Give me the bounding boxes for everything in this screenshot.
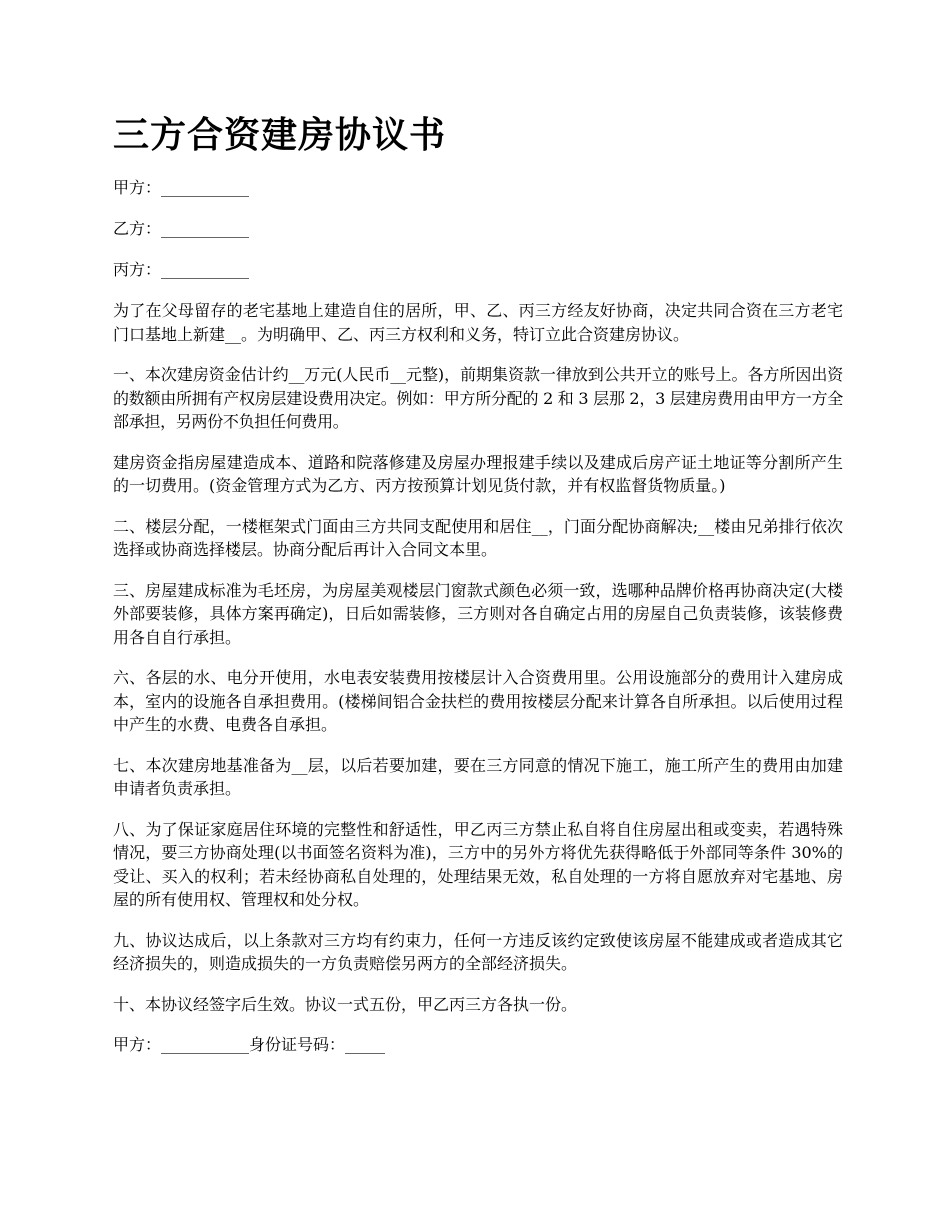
document-page [113, 108, 843, 1074]
party-b-line: 乙方：___________ [113, 219, 250, 238]
clause-3-construction-standard: 三、房屋建成标准为毛坯房，为房屋美观楼层门窗款式颜色必须一致，选哪种品牌价格再协商决定(大楼外部要装修，具体方案再确定)，日后如需装修，三方则对各自确定占用的房屋自己负责装修，该装修费用各自自行承担。 [113, 580, 843, 647]
party-c-line: 丙方：___________ [113, 260, 250, 279]
clause-6-utilities: 六、各层的水、电分开使用，水电表安装费用按楼层计入合资费用里。公用设施部分的费用计入建房成本，室内的设施各自承担费用。(楼梯间铝合金扶栏的费用按楼层分配来计算各自所承担。以后使用过程中产生的水费、电费各自承担。 [113, 668, 843, 734]
clause-9-liability: 九、协议达成后，以上条款对三方均有约束力，任何一方违反该约定致使该房屋不能建成或者造成其它经济损失的，则造成损失的一方负责赔偿另两方的全部经济损失。 [113, 930, 843, 973]
clause-10-effectiveness: 十、本协议经签字后生效。协议一式五份，甲乙丙三方各执一份。 [113, 994, 578, 1014]
clause-1-funding: 一、本次建房资金估计约__万元(人民币__元整)，前期集资款一律放到公共开立的账号上。各方所因出资的数额由所拥有产权房层建设费用决定。例如：甲方所分配的 2 和 3 层那 2，3 层建房费用由甲方一方全部承担，另两份不负担任何费用。 [113, 365, 843, 431]
party-a-line: 甲方：___________ [113, 178, 250, 197]
clause-8-transfer-restriction: 八、为了保证家庭居住环境的完整性和舒适性，甲乙丙三方禁止私自将自住房屋出租或变卖，若遇特殊情况，要三方协商处理(以书面签名资料为准)，三方中的另外方将优先获得略低于外部同等条件 30%的受让、买入的权利；若未经协商私自处理的，处理结果无效，私自处理的一方将自愿放弃对宅基地、房屋的所有使用权、管理权和处分权。 [113, 819, 843, 909]
document-title: 三方合资建房协议书 [113, 114, 447, 156]
clause-2-floor-allocation: 二、楼层分配，一楼框架式门面由三方共同支配使用和居住__，门面分配协商解决;__楼由兄弟排行依次选择或协商选择楼层。协商分配后再计入合同文本里。 [113, 516, 843, 559]
intro-paragraph: 为了在父母留存的老宅基地上建造自住的居所，甲、乙、丙三方经友好协商，决定共同合资在三方老宅门口基地上新建__。为明确甲、乙、丙三方权利和义务，特订立此合资建房协议。 [113, 301, 843, 344]
signature-line: 甲方：___________身份证号码：_____ [113, 1035, 386, 1054]
clause-1-funding-scope: 建房资金指房屋建造成本、道路和院落修建及房屋办理报建手续以及建成后房产证土地证等分割所产生的一切费用。(资金管理方式为乙方、丙方按预算计划见货付款，并有权监督货物质量。) [113, 452, 843, 495]
clause-7-foundation: 七、本次建房地基准备为__层，以后若要加建，要在三方同意的情况下施工，施工所产生的费用由加建申请者负责承担。 [113, 755, 843, 798]
